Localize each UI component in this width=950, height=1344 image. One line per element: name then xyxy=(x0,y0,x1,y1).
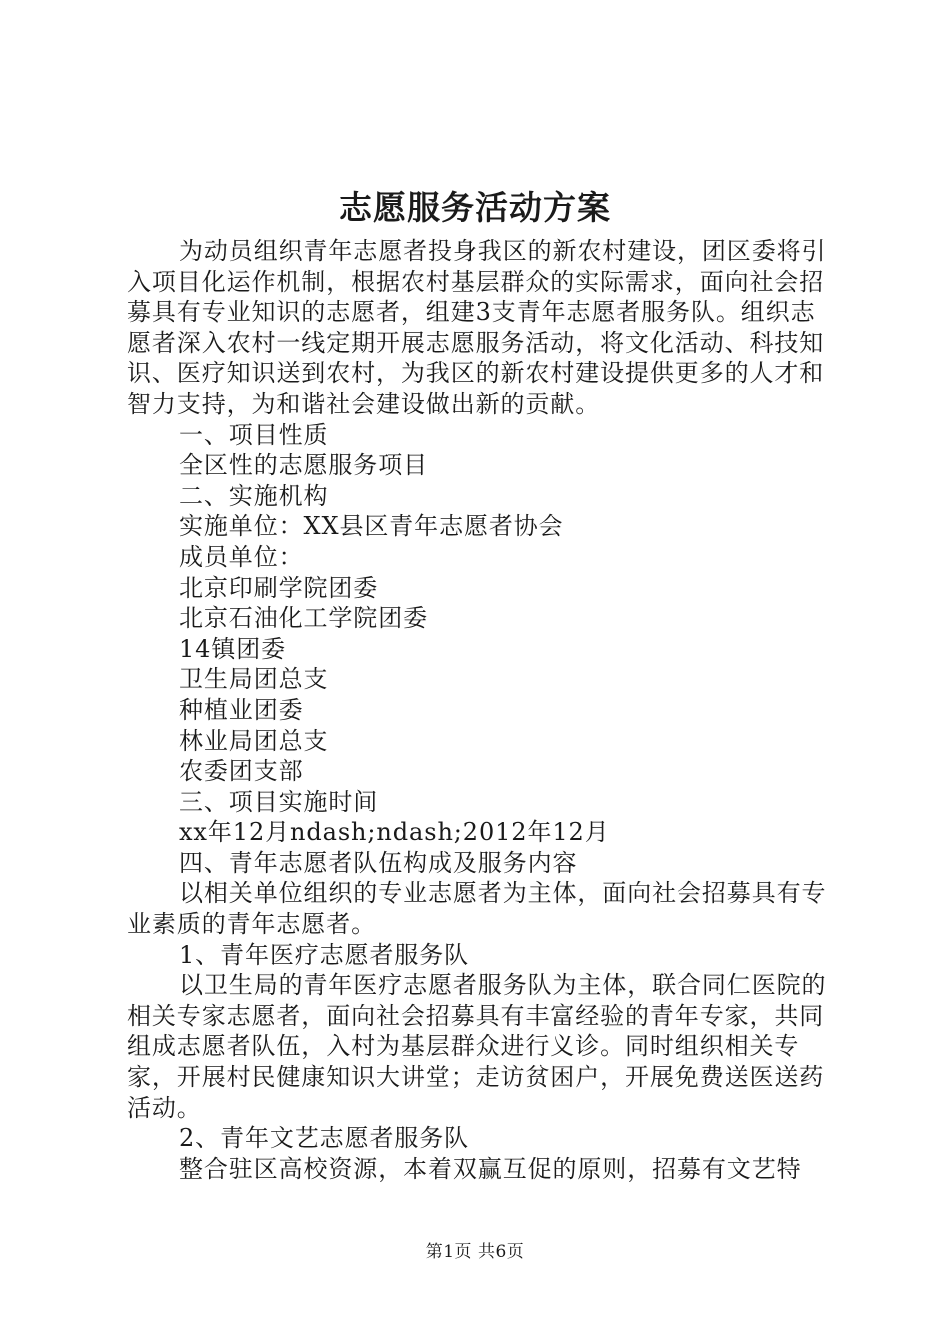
paragraph: 整合驻区高校资源，本着双赢互促的原则，招募有文艺特 xyxy=(179,1154,802,1183)
member-unit-item: 14镇团委 xyxy=(179,634,287,663)
intro-paragraph: 为动员组织青年志愿者投身我区的新农村建设，团区委将引入项目化运作机制，根据农村基层群众的实际需求，面向社会招募具有专业知识的志愿者，组建3支青年志愿者服务队。组织志愿者深入农村一线定期开展志愿服务活动，将文化活动、科技知识、医疗知识送到农村，为我区的新农村建设提供更多的人才和智力支持，为和谐社会建设做出新的贡献。 xyxy=(127,237,827,418)
member-unit-item: 卫生局团总支 xyxy=(179,665,329,694)
section-heading-teams: 四、青年志愿者队伍构成及服务内容 xyxy=(179,848,578,877)
member-unit-item: 农委团支部 xyxy=(179,757,304,786)
section-heading-time: 三、项目实施时间 xyxy=(179,787,379,816)
paragraph: 以相关单位组织的专业志愿者为主体，面向社会招募具有专业素质的青年志愿者。 xyxy=(127,879,827,939)
section-heading-nature: 一、项目性质 xyxy=(179,420,329,449)
member-unit-item: 林业局团总支 xyxy=(179,726,329,755)
document-body xyxy=(127,236,833,1184)
paragraph: 以卫生局的青年医疗志愿者服务队为主体，联合同仁医院的相关专家志愿者，面向社会招募具有丰富经验的青年专家，共同组成志愿者队伍，入村为基层群众进行义诊。同时组织相关专家，开展村民健康知识大讲堂；走访贫困户，开展免费送医送药活动。 xyxy=(127,971,827,1122)
subsection-heading-arts: 2、青年文艺志愿者服务队 xyxy=(179,1124,470,1153)
paragraph: xx年12月ndash;ndash;2012年12月 xyxy=(179,818,610,847)
member-unit-item: 种植业团委 xyxy=(179,695,304,724)
section-heading-organization: 二、实施机构 xyxy=(179,481,329,510)
page-footer: 第1页 共6页 xyxy=(425,1242,525,1262)
paragraph: 实施单位：XX县区青年志愿者协会 xyxy=(179,512,564,541)
member-unit-item: 北京石油化工学院团委 xyxy=(179,604,428,633)
document-title: 志愿服务活动方案 xyxy=(339,188,611,227)
paragraph: 全区性的志愿服务项目 xyxy=(179,451,428,480)
paragraph: 成员单位： xyxy=(179,542,304,571)
subsection-heading-medical: 1、青年医疗志愿者服务队 xyxy=(179,940,470,969)
member-unit-item: 北京印刷学院团委 xyxy=(179,573,379,602)
